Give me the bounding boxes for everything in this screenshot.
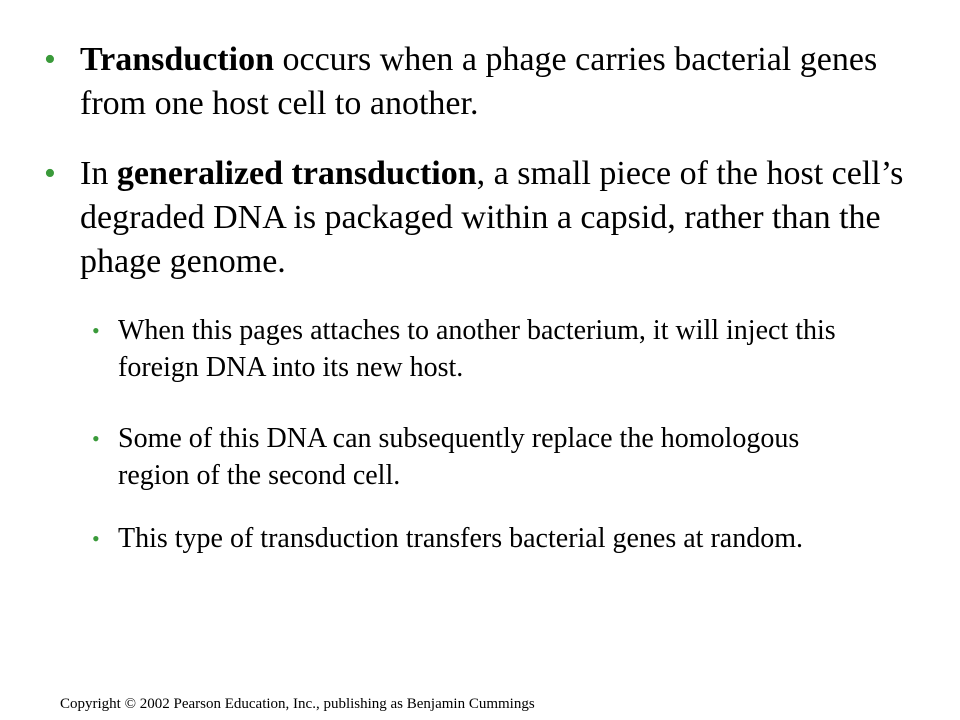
bullet-text (80, 152, 924, 284)
bullet-bold-term: generalized transduction (116, 155, 477, 192)
sub-bullet-dot: • (92, 526, 100, 551)
sub-bullet-random (92, 520, 872, 557)
sub-bullet-dot: • (92, 426, 100, 451)
bullet-transduction (44, 38, 924, 126)
bullet-bold-term: Transduction (80, 41, 274, 78)
bullet-dot: • (44, 41, 56, 78)
bullet-rest: , a small piece of the host cell’s degraded DNA is packaged within a capsid, rather than the phage genome. (80, 155, 904, 280)
copyright-notice: Copyright © 2002 Pearson Education, Inc., publishing as Benjamin Cummings (60, 696, 535, 712)
bullet-dot: • (44, 155, 56, 192)
sub-bullet-inject (92, 312, 872, 386)
sub-bullet-text: This type of transduction transfers bacterial genes at random. (118, 523, 803, 554)
sub-bullet-text: Some of this DNA can subsequently replace the homologous region of the second cell. (118, 423, 800, 491)
bullet-text (80, 38, 924, 126)
sub-bullet-text: When this pages attaches to another bacterium, it will inject this foreign DNA into its new host. (118, 315, 836, 383)
bullet-generalized-transduction (44, 152, 924, 284)
sub-bullet-replace (92, 420, 872, 494)
sub-bullet-dot: • (92, 318, 100, 343)
bullet-pre: In (80, 155, 117, 192)
bullet-rest: occurs when a phage carries bacterial genes from one host cell to another. (80, 41, 878, 122)
